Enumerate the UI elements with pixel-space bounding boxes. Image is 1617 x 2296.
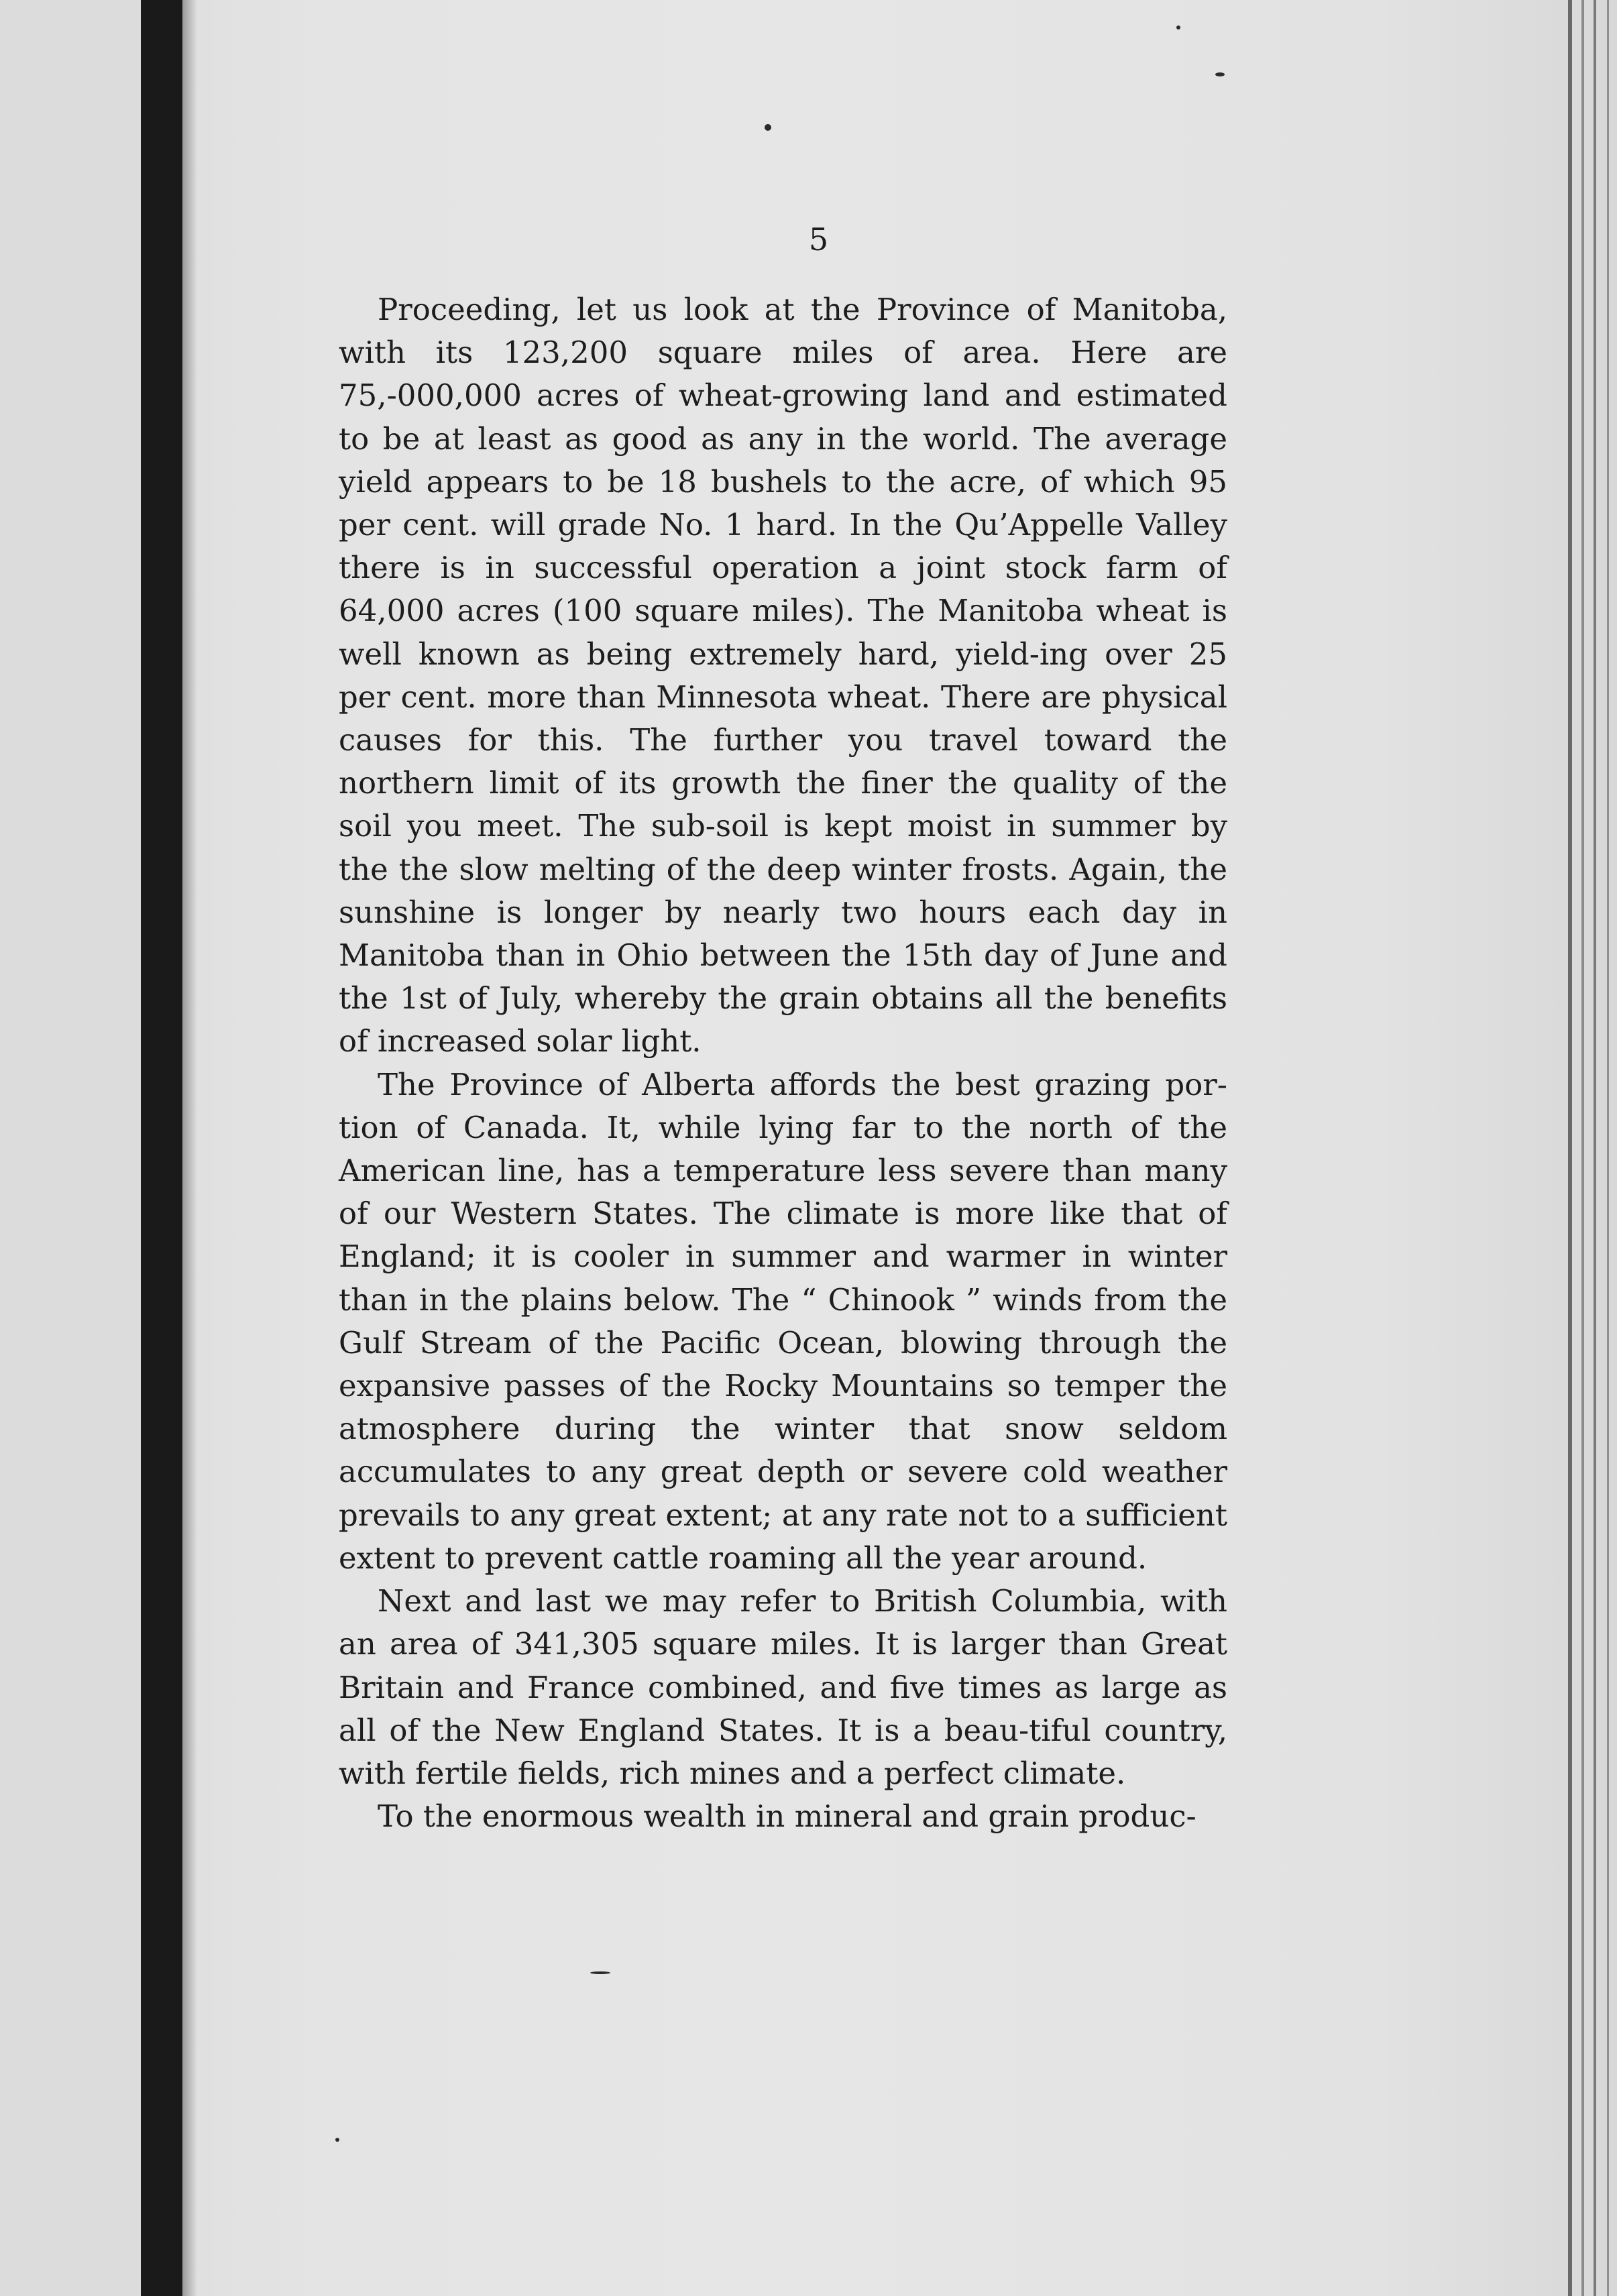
facing-page-margin (0, 0, 141, 2296)
page-stack-edge (1568, 0, 1572, 2296)
page-stack-edge (1581, 0, 1584, 2296)
binding-shadow (182, 0, 197, 2296)
scan-speck (335, 2138, 339, 2142)
book-binding (141, 0, 182, 2296)
page-number: 5 (808, 221, 829, 257)
scan-speck (1215, 72, 1225, 76)
paragraph-manitoba: Proceeding, let us look at the Province of Manitoba, with its 123,200 square miles of area. Here are 75,-000,000 acres of wheat-growing land and estimated to be at least as good as any in the world. The average yield appears to be 18 bushels to the acre, of which 95 per cent. will grade No. 1 hard. In the Qu’Appelle Valley there is in successful operation a joint stock farm of 64,000 acres (100 square miles). The Manitoba wheat is well known as being extremely hard, yield-ing over 25 per cent. more than Minnesota wheat. There are physical causes for this. The further you travel toward the northern limit of its growth the finer the quality of the soil you meet. The sub-soil is kept moist in summer by the the slow melting of the deep winter frosts. Again, the sunshine is longer by nearly two hours each day in Manitoba than in Ohio between the 15th day of June and the 1st of July, whereby the grain obtains all the benefits of increased solar light. (339, 292, 1227, 1059)
paragraph-wealth: To the enormous wealth in mineral and grain produc- (378, 1798, 1196, 1835)
scan-speck (590, 1971, 610, 1974)
scan-speck (1176, 25, 1180, 30)
page-stack-edge (1594, 0, 1596, 2296)
paragraph-british-columbia: Next and last we may refer to British Columbia, with an area of 341,305 square miles. It is larger than Great Britain and France combined, and five times as large as all of the New England States. It is a beau-tiful country, with fertile fields, rich mines and a perfect climate. (339, 1583, 1227, 1791)
scan-speck (765, 124, 771, 131)
paragraph-alberta: The Province of Alberta affords the best grazing por-tion of Canada. It, while lying far to the north of the American line, has a temperature less severe than many of our Western States. The climate is more like that of England; it is cooler in summer and warmer in winter than in the plains below. The “ Chinook ” winds from the Gulf Stream of the Pacific Ocean, blowing through the expansive passes of the Rocky Mountains so temper the atmosphere during the winter that snow seldom accumulates to any great depth or severe cold weather prevails to any great extent; at any rate not to a sufficient extent to prevent cattle roaming all the year around. (339, 1066, 1227, 1576)
body-text (339, 288, 1227, 1838)
page-stack-edge (1607, 0, 1609, 2296)
